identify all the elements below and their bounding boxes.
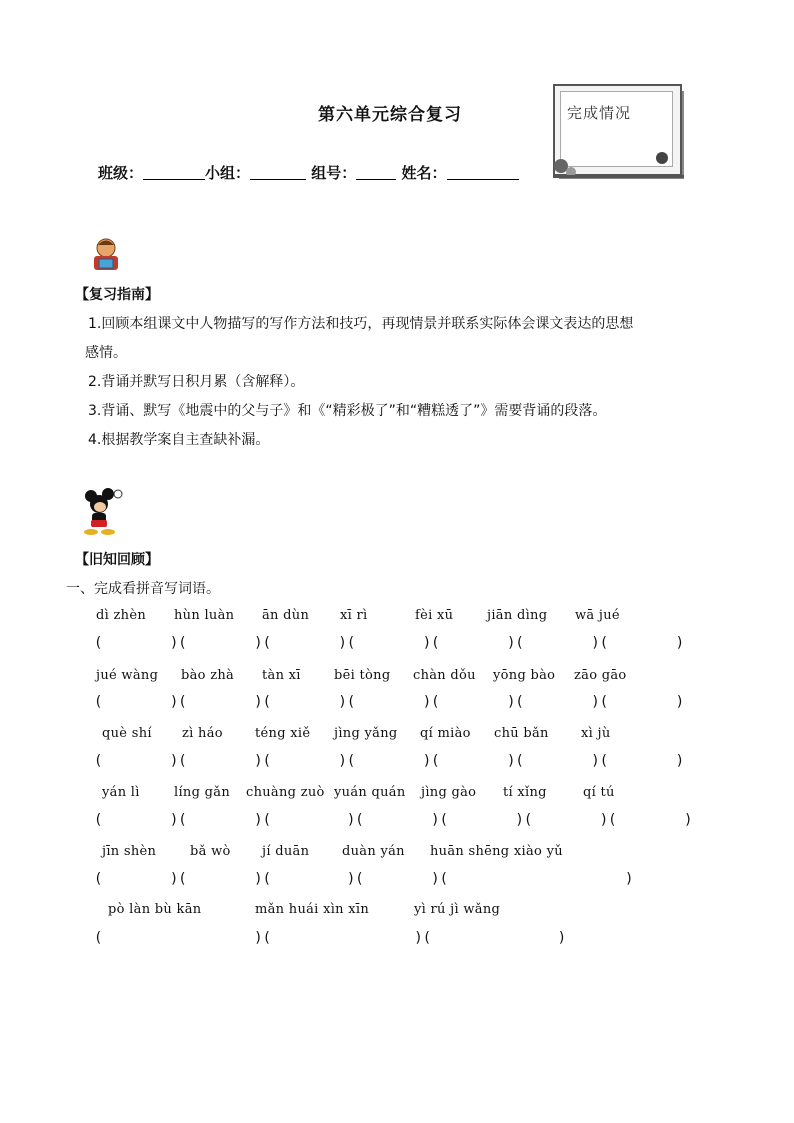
class-label: 班级： <box>98 164 144 182</box>
pinyin-1-4: xī rì <box>340 608 368 623</box>
reading-boy-icon <box>88 237 124 273</box>
answer-row-2[interactable]: ( )( )( )( )( )( )( ) <box>94 694 685 710</box>
pinyin-3-5: qí miào <box>420 726 471 741</box>
page-title: 第六单元综合复习 <box>318 105 462 125</box>
decorative-balls-icon <box>553 150 684 179</box>
pinyin-3-7: xì jù <box>581 726 611 741</box>
pinyin-2-1: jué wàng <box>96 668 159 683</box>
pinyin-3-3: téng xiě <box>255 726 311 741</box>
answer-row-3[interactable]: ( )( )( )( )( )( )( ) <box>94 753 685 769</box>
completion-status-box <box>553 84 684 179</box>
answer-row-5[interactable]: ( )( )( )( )( ) <box>94 871 634 887</box>
pinyin-1-2: hùn luàn <box>174 608 235 623</box>
pinyin-2-7: zāo gāo <box>574 668 627 683</box>
group-no-label: 组号： <box>311 164 357 182</box>
pinyin-6-3: yì rú jì wǎng <box>414 902 501 917</box>
guide-item-1-cont: 感情。 <box>85 345 127 361</box>
pinyin-3-4: jìng yǎng <box>334 726 398 741</box>
pinyin-6-1: pò làn bù kān <box>108 902 202 917</box>
pinyin-4-3: chuàng zuò <box>246 785 325 800</box>
pinyin-3-1: què shí <box>102 726 152 741</box>
pinyin-5-5: huān shēng xiào yǔ <box>430 844 563 859</box>
pinyin-4-1: yán lì <box>102 785 140 800</box>
pinyin-2-3: tàn xī <box>262 668 301 683</box>
guide-item-2: 2.背诵并默写日积月累（含解释）。 <box>88 374 305 390</box>
answer-row-1[interactable]: ( )( )( )( )( )( )( ) <box>94 635 685 651</box>
answer-row-6[interactable]: ( )( )( ) <box>94 930 567 946</box>
guide-heading: 【复习指南】 <box>75 287 159 303</box>
pinyin-5-2: bǎ wò <box>190 844 231 859</box>
pinyin-1-1: dì zhèn <box>96 608 146 623</box>
guide-item-3: 3.背诵、默写《地震中的父与子》和《“精彩极了”和“糟糕透了”》需要背诵的段落。 <box>88 403 607 419</box>
pinyin-4-7: qí tú <box>583 785 615 800</box>
pinyin-6-2: mǎn huái xìn xīn <box>255 902 370 917</box>
student-info-line <box>98 162 519 183</box>
name-field[interactable] <box>447 165 519 180</box>
pinyin-3-6: chū bǎn <box>494 726 549 741</box>
pinyin-2-4: bēi tòng <box>334 668 391 683</box>
pinyin-4-4: yuán quán <box>334 785 406 800</box>
pinyin-1-3: ān dùn <box>262 608 310 623</box>
pinyin-5-4: duàn yán <box>342 844 405 859</box>
pinyin-4-6: tí xǐng <box>503 785 547 800</box>
guide-item-4: 4.根据教学案自主查缺补漏。 <box>88 432 270 448</box>
pinyin-2-5: chàn dǒu <box>413 668 476 683</box>
mickey-mouse-icon <box>82 488 124 536</box>
pinyin-5-1: jīn shèn <box>102 844 157 859</box>
pinyin-2-6: yōng bào <box>493 668 556 683</box>
guide-item-1: 1.回顾本组课文中人物描写的写作方法和技巧，再现情景并联系实际体会课文表达的思想 <box>88 316 634 332</box>
review-heading: 【旧知回顾】 <box>75 552 159 568</box>
name-label: 姓名： <box>401 164 447 182</box>
group-label: 小组： <box>205 164 251 182</box>
group-field[interactable] <box>250 165 306 180</box>
status-label: 完成情况 <box>567 104 632 122</box>
group-no-field[interactable] <box>356 165 396 180</box>
class-field[interactable] <box>143 165 205 180</box>
pinyin-1-7: wā jué <box>575 608 620 623</box>
review-task: 一、完成看拼音写词语。 <box>66 581 220 597</box>
pinyin-1-5: fèi xū <box>415 608 454 623</box>
answer-row-4[interactable]: ( )( )( )( )( )( )( ) <box>94 812 693 828</box>
pinyin-1-6: jiān dìng <box>487 608 548 623</box>
pinyin-4-5: jìng gào <box>421 785 477 800</box>
pinyin-4-2: líng gǎn <box>174 785 230 800</box>
pinyin-3-2: zì háo <box>182 726 223 741</box>
pinyin-5-3: jí duān <box>262 844 310 859</box>
pinyin-2-2: bào zhà <box>181 668 235 683</box>
